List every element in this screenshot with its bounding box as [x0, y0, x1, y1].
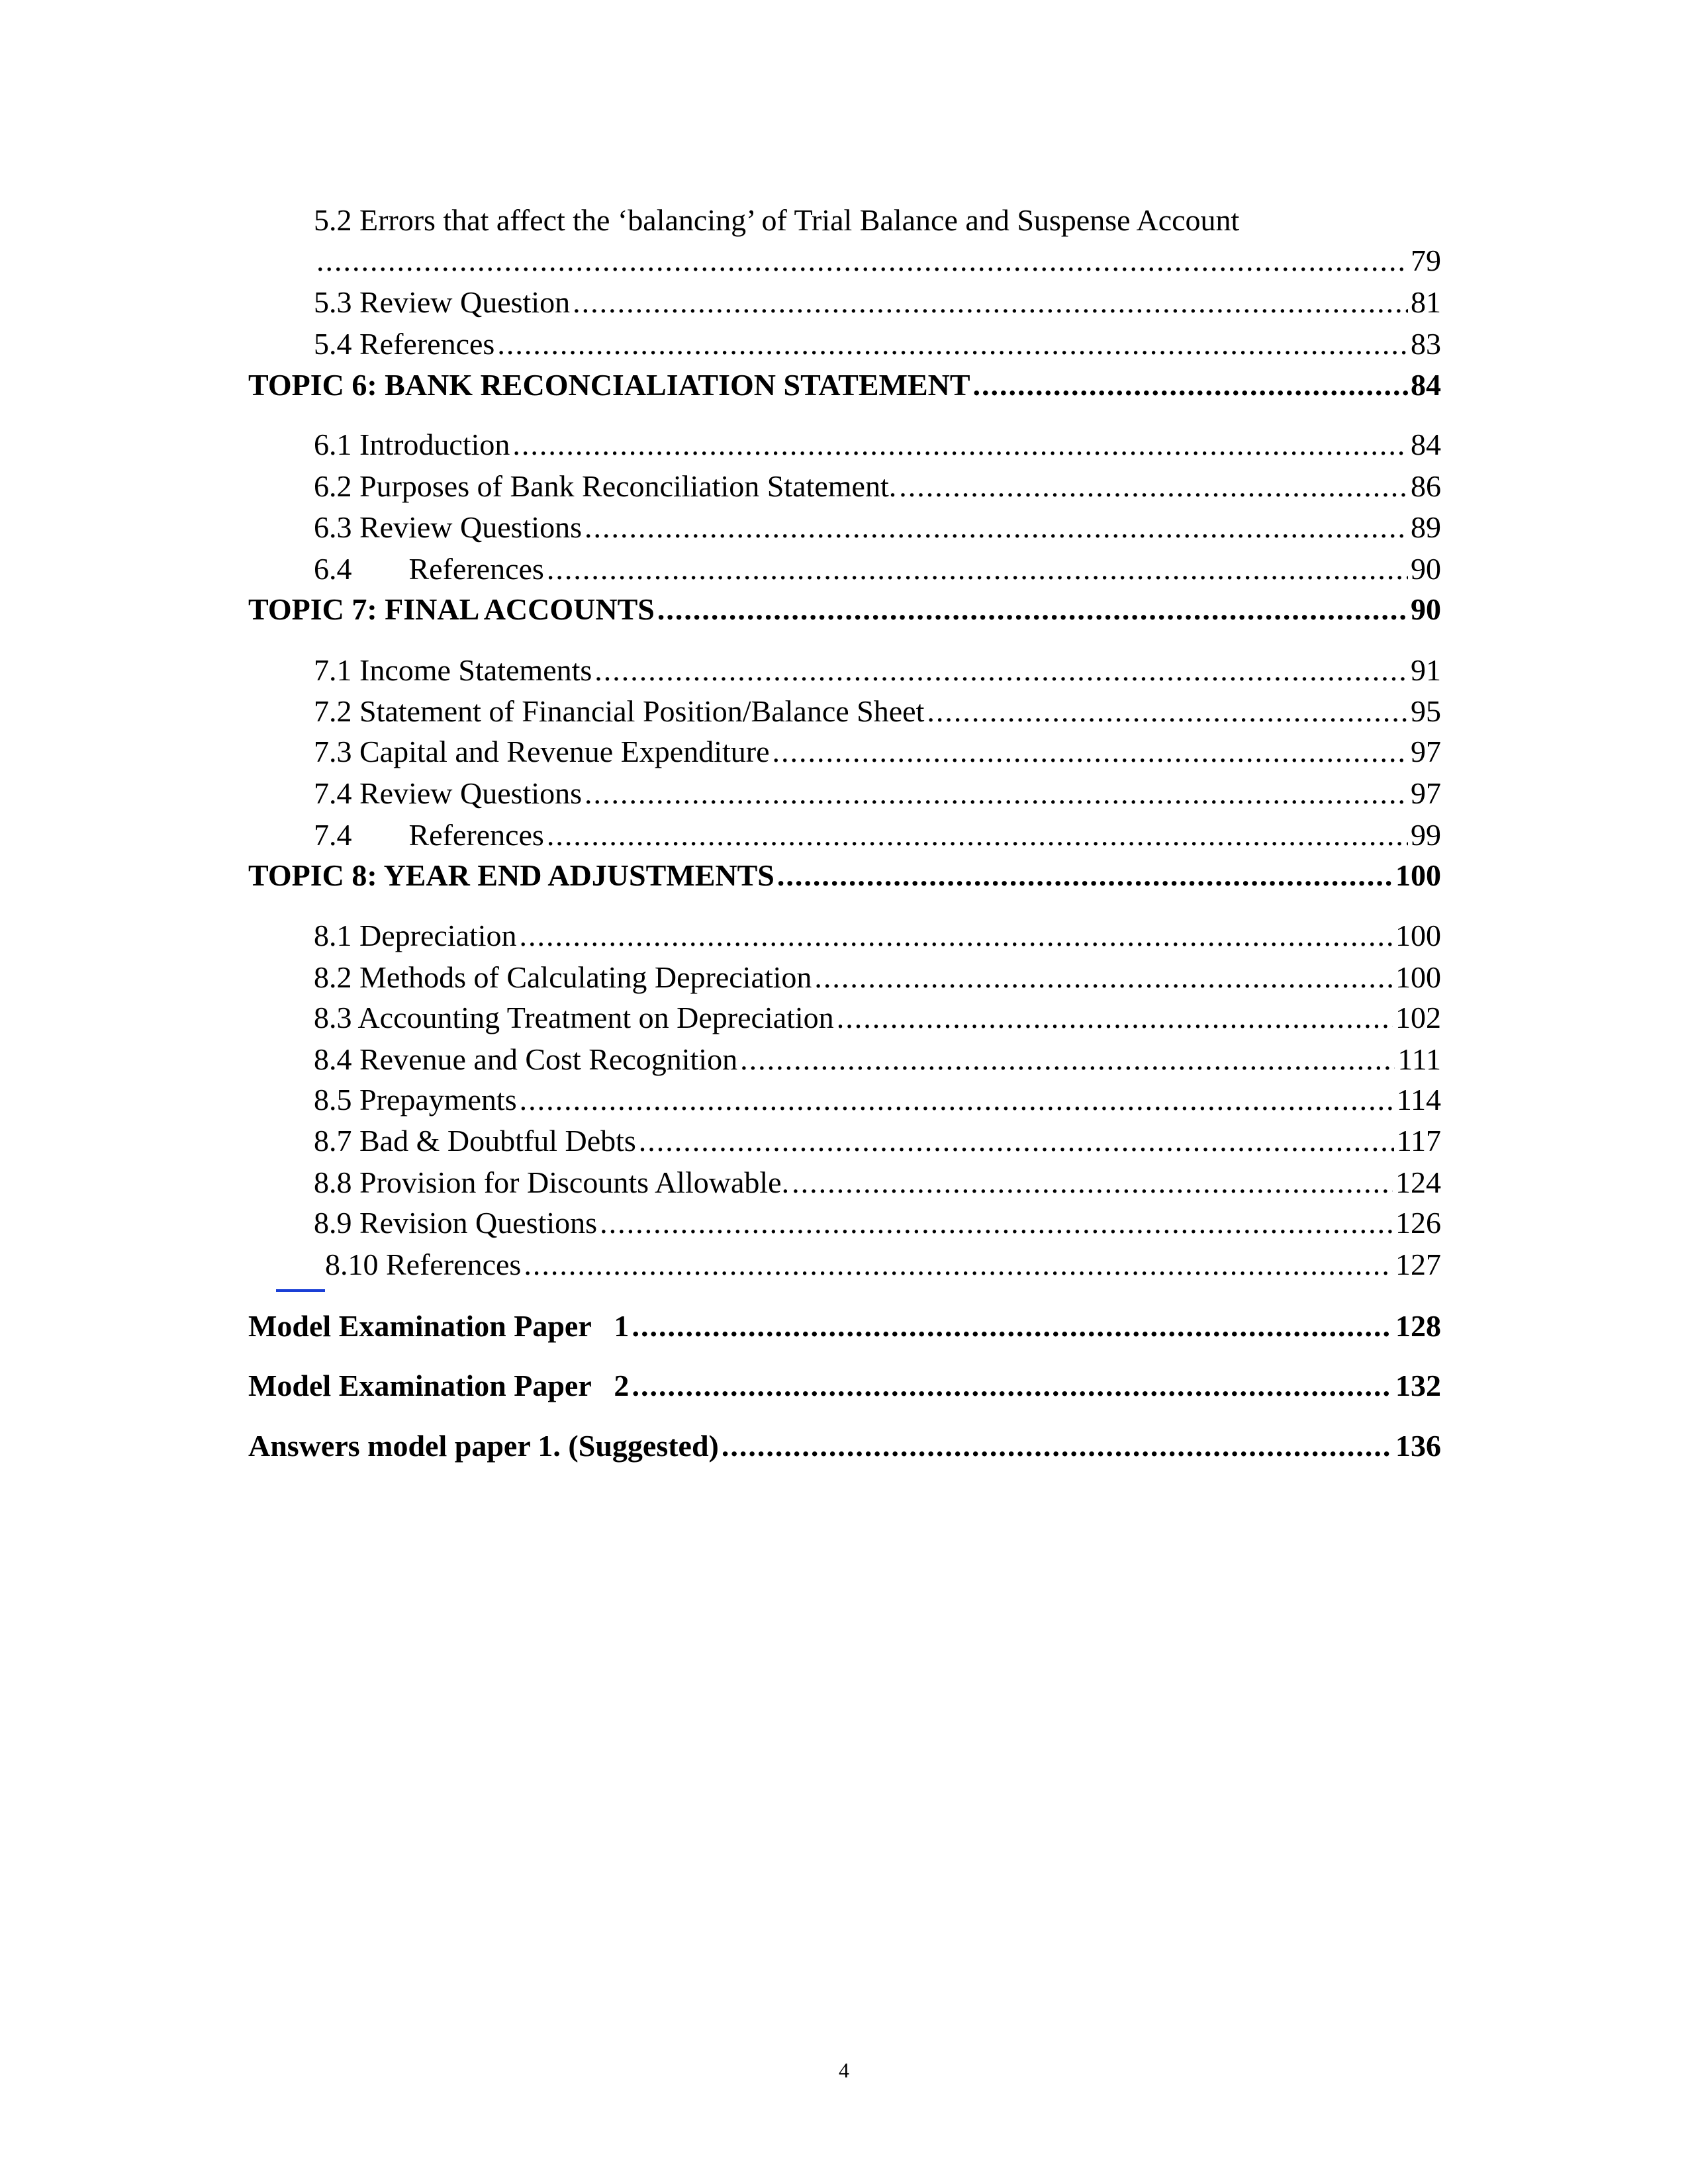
toc-entry-label: 7.1 Income Statements	[314, 653, 592, 687]
toc-entry[interactable]	[314, 815, 1441, 856]
toc-entry[interactable]	[314, 466, 1441, 507]
toc-entry-page: 136	[1395, 1429, 1441, 1463]
toc-entry-label: 5.2 Errors that affect the ‘balancing’ of Trial Balance and Suspense Account	[314, 203, 1240, 237]
toc-entry[interactable]	[314, 915, 1441, 956]
toc-entry-page: 97	[1411, 735, 1441, 768]
toc-entry-label: 8.2 Methods of Calculating Depreciation	[314, 960, 812, 994]
dot-leader	[773, 731, 1408, 772]
dot-leader	[573, 282, 1408, 323]
toc-entry-label: 7.2 Statement of Financial Position/Balance Sheet	[314, 694, 925, 728]
toc-entry-label: 8.4 Revenue and Cost Recognition	[314, 1042, 738, 1076]
toc-entry[interactable]	[314, 240, 1441, 281]
toc-entry-page: 90	[1411, 552, 1441, 586]
toc-entry-page: 84	[1411, 428, 1441, 461]
toc-entry-label: TOPIC 7: FINAL ACCOUNTS	[248, 592, 655, 626]
toc-entry-page: 97	[1411, 776, 1441, 810]
toc-entry-page: 117	[1396, 1124, 1441, 1158]
dot-leader	[524, 1244, 1393, 1285]
toc-entry[interactable]	[314, 773, 1441, 814]
toc-entry-page: 126	[1395, 1206, 1441, 1240]
toc-entry[interactable]	[248, 365, 1441, 406]
dot-leader	[740, 1039, 1395, 1080]
toc-entry[interactable]	[314, 691, 1441, 732]
toc-entry-label: 8.5 Prepayments	[314, 1083, 517, 1116]
dot-leader	[547, 549, 1408, 590]
dot-leader	[600, 1203, 1393, 1244]
toc-entry-page: 90	[1411, 592, 1441, 626]
toc-entry-number: 7.4	[314, 818, 352, 852]
toc-entry-page: 100	[1395, 858, 1441, 892]
tab-gap	[352, 549, 409, 590]
toc-entry-label: 8.7 Bad & Doubtful Debts	[314, 1124, 636, 1158]
toc-entry-page: 128	[1395, 1309, 1441, 1343]
toc-entry-page: 84	[1411, 368, 1441, 402]
toc-entry-page: 111	[1397, 1042, 1441, 1076]
toc-entry-page: 89	[1411, 510, 1441, 544]
toc-entry-page: 95	[1411, 694, 1441, 728]
toc-entry[interactable]	[314, 1203, 1441, 1244]
toc-entry-label: 8.3 Accounting Treatment on Depreciation	[314, 1001, 834, 1034]
toc-entry[interactable]	[248, 1306, 1441, 1347]
toc-entry-page: 102	[1395, 1001, 1441, 1034]
dot-leader	[585, 507, 1408, 548]
dot-leader	[594, 650, 1408, 691]
toc-entry[interactable]	[248, 1426, 1441, 1467]
toc-entry-label: References	[408, 552, 544, 586]
toc-entry-label: TOPIC 6: BANK RECONCIALIATION STATEMENT	[248, 368, 970, 402]
dot-leader	[837, 997, 1393, 1038]
toc-entry[interactable]	[248, 855, 1441, 896]
toc-entry-label: 6.1 Introduction	[314, 428, 510, 461]
toc-entry-label: 6.3 Review Questions	[314, 510, 583, 544]
toc-entry-page: 100	[1395, 919, 1441, 952]
toc-entry-label: Model Examination Paper 1	[248, 1309, 630, 1343]
toc-entry-number: 6.4	[314, 552, 352, 586]
toc-entry[interactable]	[314, 1079, 1441, 1120]
toc-entry-label: 8.8 Provision for Discounts Allowable.	[314, 1165, 790, 1199]
dot-leader	[792, 1162, 1393, 1203]
toc-entry-label: 8.1 Depreciation	[314, 919, 517, 952]
dot-leader	[899, 466, 1408, 507]
toc-entry-label: 7.4 Review Questions	[314, 776, 583, 810]
toc-entry-label: Answers model paper 1. (Suggested)	[248, 1429, 719, 1463]
toc-entry-page: 132	[1395, 1369, 1441, 1402]
toc-entry-page: 127	[1395, 1248, 1441, 1281]
dot-leader	[639, 1120, 1394, 1161]
dot-leader	[316, 240, 1408, 281]
dot-leader	[585, 773, 1408, 814]
toc-entry-page: 79	[1411, 244, 1441, 277]
toc-entry[interactable]	[314, 731, 1441, 772]
toc-entry-page: 81	[1411, 285, 1441, 319]
toc-entry-label: TOPIC 8: YEAR END ADJUSTMENTS	[248, 858, 774, 892]
toc-entry[interactable]	[314, 282, 1441, 323]
toc-entry-page: 124	[1395, 1165, 1441, 1199]
toc-entry[interactable]	[314, 1120, 1441, 1161]
toc-entry[interactable]	[314, 324, 1441, 365]
toc-entry-page: 91	[1411, 653, 1441, 687]
toc-entry[interactable]	[314, 997, 1441, 1038]
page-number: 4	[839, 2058, 849, 2082]
toc-entry-label: 7.3 Capital and Revenue Expenditure	[314, 735, 770, 768]
toc-entry-label: 8.10 References	[325, 1248, 522, 1281]
toc-entry-page: 83	[1411, 327, 1441, 361]
toc-entry-label: 6.2 Purposes of Bank Reconciliation Statement.	[314, 469, 897, 503]
dot-leader	[520, 1079, 1394, 1120]
dot-leader	[927, 691, 1408, 732]
toc-entry-page: 100	[1395, 960, 1441, 994]
toc-entry[interactable]	[314, 1039, 1441, 1080]
toc-entry-page: 114	[1396, 1083, 1441, 1116]
toc-entry[interactable]	[248, 1365, 1441, 1406]
toc-entry[interactable]	[314, 507, 1441, 548]
dot-leader	[973, 365, 1408, 406]
dot-leader	[520, 915, 1393, 956]
toc-entry[interactable]	[314, 200, 1441, 241]
toc-entry[interactable]	[248, 589, 1441, 630]
toc-entry[interactable]	[314, 424, 1441, 465]
dot-leader	[777, 855, 1393, 896]
toc-entry-page: 86	[1411, 469, 1441, 503]
toc-entry[interactable]	[314, 957, 1441, 998]
toc-entry-label: References	[408, 818, 544, 852]
toc-entry-label: Model Examination Paper 2	[248, 1369, 630, 1402]
toc-entry-label: 5.4 References	[314, 327, 495, 361]
toc-entry-label: 8.9 Revision Questions	[314, 1206, 598, 1240]
dot-leader	[497, 324, 1408, 365]
dot-leader	[632, 1306, 1393, 1347]
toc-entry[interactable]	[314, 650, 1441, 691]
dot-leader	[722, 1426, 1393, 1467]
dot-leader	[547, 815, 1408, 856]
dot-leader	[632, 1365, 1393, 1406]
toc-entry-page: 99	[1411, 818, 1441, 852]
dot-leader	[512, 424, 1408, 465]
tab-gap	[352, 815, 409, 856]
toc-entry-label: 5.3 Review Question	[314, 285, 571, 319]
toc-entry[interactable]	[325, 1244, 1441, 1285]
toc-entry[interactable]	[314, 1162, 1441, 1203]
link-underline	[276, 1289, 325, 1292]
toc-entry[interactable]	[314, 549, 1441, 590]
dot-leader	[657, 589, 1408, 630]
dot-leader	[814, 957, 1393, 998]
